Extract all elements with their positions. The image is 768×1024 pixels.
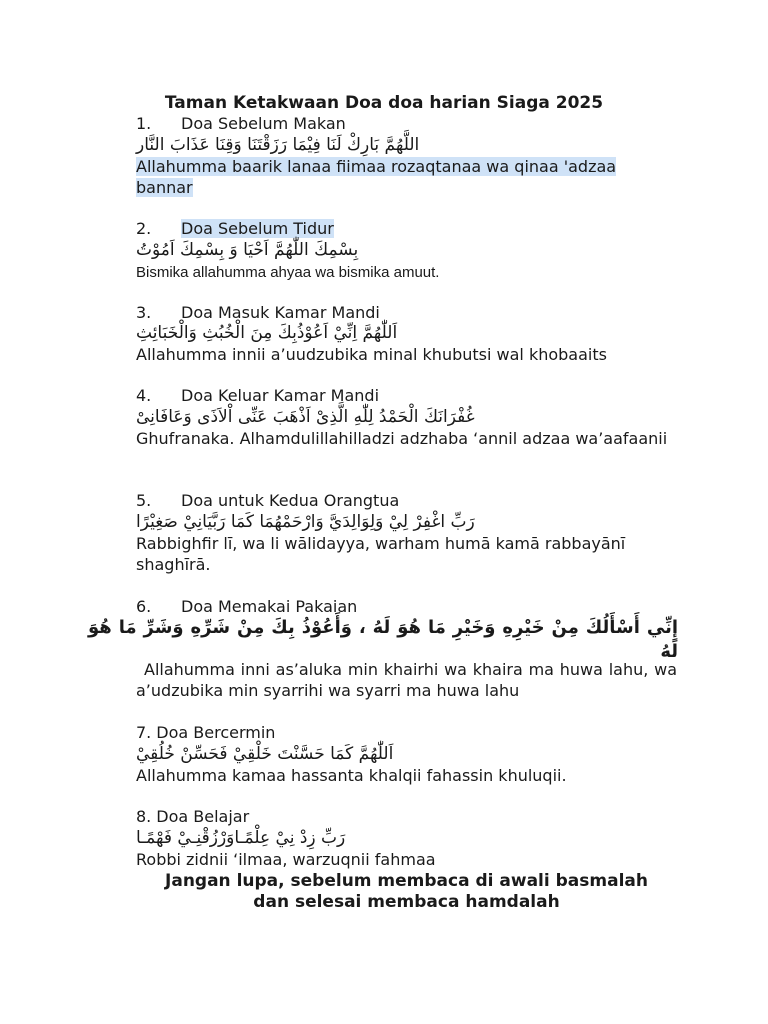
prayer-name: Doa Belajar: [156, 807, 250, 826]
prayer-name: Doa Keluar Kamar Mandi: [181, 386, 380, 405]
prayer-arabic-8: رَبِّ زِدْ نِيْ عِلْمًـاوَرْزُقْنِـيْ فَهْمًـا: [136, 828, 346, 848]
prayer-number: 5.: [136, 491, 152, 510]
prayer-latin-3: Allahumma innii a’uudzubika minal khubutsi wal khobaaits: [136, 345, 607, 364]
prayer-arabic-7: اَللّٰهُمَّ كَمَا حَسَّنْتَ خَلْقِيْ فَحَسِّنْ خُلُقِيْ: [136, 744, 394, 764]
prayer-arabic-1: اللَّهُمَّ بَارِكْ لَنَا فِيْمَا رَزَقْتَنَا وَقِنَا عَذَابَ النَّار: [136, 135, 420, 155]
prayer-number: 4.: [136, 386, 152, 405]
prayer-number: 7.: [136, 723, 152, 742]
prayer-latin-5: Rabbighfir lī, wa li wālidayya, warham humā kamā rabbayānī shaghīrā.: [136, 534, 626, 574]
prayer-latin-4: Ghufranaka. Alhamdulillahilladzi adzhaba ‘annil adzaa wa’aafaanii: [136, 429, 668, 448]
prayer-heading-6: [136, 596, 357, 618]
prayer-latin-7: Allahumma kamaa hassanta khalqii fahassin khuluqii.: [136, 766, 567, 785]
prayer-name: Doa Sebelum Tidur: [181, 219, 334, 238]
prayer-number: 2.: [136, 219, 152, 238]
prayer-number: 1.: [136, 114, 152, 133]
prayer-arabic-5: رَبِّ اغْفِرْ لِيْ وَلِوَالِدَيَّ وَارْحَمْهُمَا كَمَا رَبَّيَانِيْ صَغِيْرًا: [136, 512, 475, 532]
prayer-latin-6: Allahumma inni as’aluka min khairhi wa khaira ma huwa lahu, wa a’udzubika min syarrihi wa syarri ma huwa lahu: [136, 660, 677, 700]
prayer-name: Doa Sebelum Makan: [181, 114, 346, 133]
prayer-name: Doa Bercermin: [156, 723, 276, 742]
highlighted-text: Allahumma baarik lanaa fiimaa rozaqtanaa wa qinaa 'adzaa bannar: [136, 157, 617, 197]
closing-note-line-1: Jangan lupa, sebelum membaca di awali basmalah: [165, 871, 648, 891]
prayer-heading-5: [136, 490, 399, 512]
prayer-name: Doa Memakai Pakaian: [181, 597, 358, 616]
closing-note: [136, 871, 677, 913]
prayer-arabic-3: اَللّٰهُمَّ اِنِّيْ اَعُوْذُبِكَ مِنَ الْخُبُثِ وَالْخَبَائِثِ: [136, 323, 398, 343]
prayer-name: Doa untuk Kedua Orangtua: [181, 491, 400, 510]
prayer-number: 3.: [136, 303, 152, 322]
prayer-arabic-6: إِنِّي أَسْأَلُكَ مِنْ خَيْرِهِ وَخَيْرِ مَا هُوَ لَهُ ، وَأَعُوْذُ بِكَ مِنْ شَرِّهِ وَشَرِّ مَا هُوَ لَهُ: [88, 617, 678, 662]
prayer-heading-8: [136, 806, 249, 828]
prayer-latin-1: [136, 156, 677, 198]
prayer-name: Doa Masuk Kamar Mandi: [181, 303, 380, 322]
prayer-number: 6.: [136, 597, 152, 616]
prayer-arabic-2: بِسْمِكَ اللّٰهُمَّ اَحْيَا وَ بِسْمِكَ اَمُوْتُ: [136, 240, 359, 260]
prayer-latin-2: Bismika allahumma ahyaa wa bismika amuut.: [136, 264, 440, 281]
prayer-heading-1: [136, 113, 346, 135]
prayer-heading-7: [136, 722, 275, 744]
prayer-number: 8.: [136, 807, 152, 826]
closing-note-line-2: dan selesai membaca hamdalah: [253, 892, 560, 912]
prayer-heading-4: [136, 385, 379, 407]
prayer-heading-2: [136, 218, 334, 240]
prayer-arabic-4: غُفْرَانَكَ الْحَمْدُ لِلّٰهِ الَّذِىْ اَذْهَبَ عَنِّى اْلاَذَى وَعَافَانِىْ: [136, 407, 475, 427]
prayer-latin-8: Robbi zidnii ‘ilmaa, warzuqnii fahmaa: [136, 850, 436, 869]
document-title: Taman Ketakwaan Doa doa harian Siaga 2025: [164, 93, 604, 113]
